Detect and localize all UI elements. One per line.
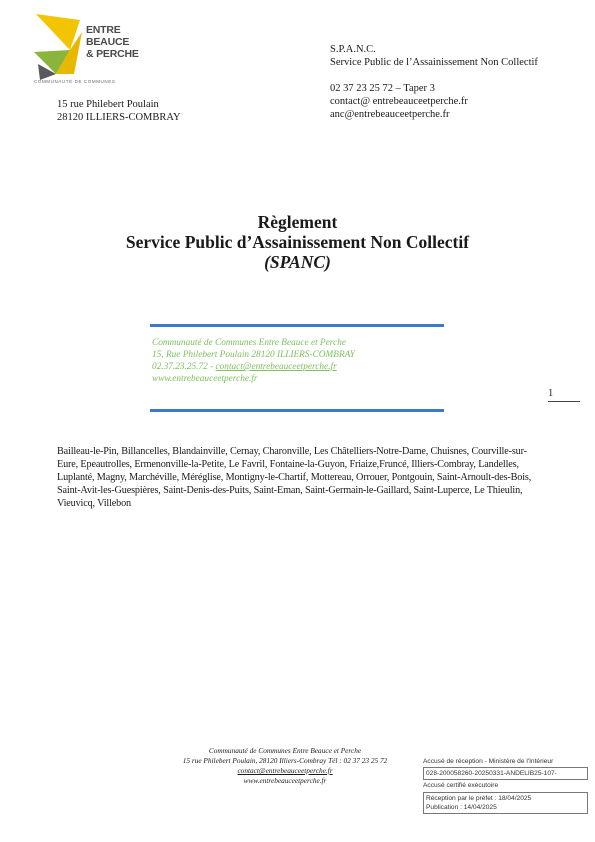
logo-tagline: COMMUNAUTÉ DE COMMUNES bbox=[34, 79, 116, 84]
footer bbox=[150, 746, 420, 786]
info-box-phone: 02.37.23.25.72 - bbox=[152, 362, 214, 372]
info-box-address: 15, Rue Philebert Poulain 28120 ILLIERS-COMBRAY bbox=[152, 350, 355, 360]
spanc-acronym: S.P.A.N.C. bbox=[330, 44, 376, 55]
address-street: 15 rue Philebert Poulain bbox=[57, 99, 159, 110]
stamp-title: Accusé de réception - Ministère de l'Intérieur bbox=[423, 758, 554, 765]
footer-email[interactable]: contact@entrebeauceetperche.fr bbox=[237, 766, 333, 775]
footer-website[interactable]: www.entrebeauceetperche.fr bbox=[243, 776, 327, 785]
title-line-3: (SPANC) bbox=[264, 252, 331, 272]
page-number: 1 bbox=[548, 388, 580, 402]
spanc-fullname: Service Public de l’Assainissement Non Collectif bbox=[330, 57, 538, 68]
footer-address: 15 rue Philebert Poulain, 28120 Illiers-Combray Tél : 02 37 23 25 72 bbox=[182, 756, 388, 765]
info-box-website[interactable]: www.entrebeauceetperche.fr bbox=[152, 374, 258, 384]
footer-org: Communauté de Communes Entre Beauce et Perche bbox=[208, 746, 362, 755]
anc-email[interactable]: anc@entrebeauceetperche.fr bbox=[330, 109, 450, 120]
info-box-org: Communauté de Communes Entre Beauce et Perche bbox=[152, 338, 346, 348]
title-line-1: Règlement bbox=[257, 212, 338, 232]
info-box-bottom-rule bbox=[150, 409, 444, 412]
title-line-2: Service Public d’Assainissement Non Collectif bbox=[125, 232, 470, 252]
sender-address bbox=[57, 98, 181, 124]
info-box-top-rule bbox=[150, 324, 444, 327]
page-number-rule bbox=[548, 401, 580, 402]
address-city: 28120 ILLIERS-COMBRAY bbox=[57, 112, 181, 123]
stamp-dates bbox=[423, 792, 588, 814]
contact-email[interactable]: contact@ entrebeauceetperche.fr bbox=[330, 96, 468, 107]
stamp-publication-date: Publication : 14/04/2025 bbox=[426, 804, 497, 811]
communes-list: Bailleau-le-Pin, Billancelles, Blandainville, Cernay, Charonville, Les Châtelliers-Notre-Dame, Chuisnes, Courville-sur-Eure, Epeautrolles, Ermenonville-la-Petite, Le Favril, Fontaine-la-Guyon, Friaize,Fruncé, Illiers-Combray, Landelles, Luplanté, Magny, Marchéville, Méréglise, Montigny-le-Chartif, Mottereau, Orrouer, Pontgouin, Saint-Arnoult-des-Bois, Saint-Avit-les-Guespières, Saint-Denis-des-Puits, Saint-Eman, Saint-Germain-le-Gaillard, Saint-Luperce, Le Thieulin, Vieuvicq, Villebon bbox=[57, 446, 532, 509]
stamp-certified: Accusé certifié exécutoire bbox=[423, 782, 499, 789]
contact-phone: 02 37 23 25 72 – Taper 3 bbox=[330, 83, 435, 94]
info-box-email[interactable]: contact@entrebeauceetperche.fr bbox=[215, 362, 337, 372]
document-title bbox=[0, 212, 595, 272]
spanc-contact-block bbox=[330, 43, 538, 121]
stamp-reception-date: Réception par le préfet : 18/04/2025 bbox=[426, 795, 532, 802]
receipt-stamp bbox=[423, 757, 588, 814]
info-box bbox=[150, 324, 444, 412]
logo-text: ENTRE BEAUCE & PERCHE bbox=[86, 24, 139, 60]
stamp-reference: 028-200058260-20250331-ANDELIB25-107- bbox=[423, 767, 588, 780]
